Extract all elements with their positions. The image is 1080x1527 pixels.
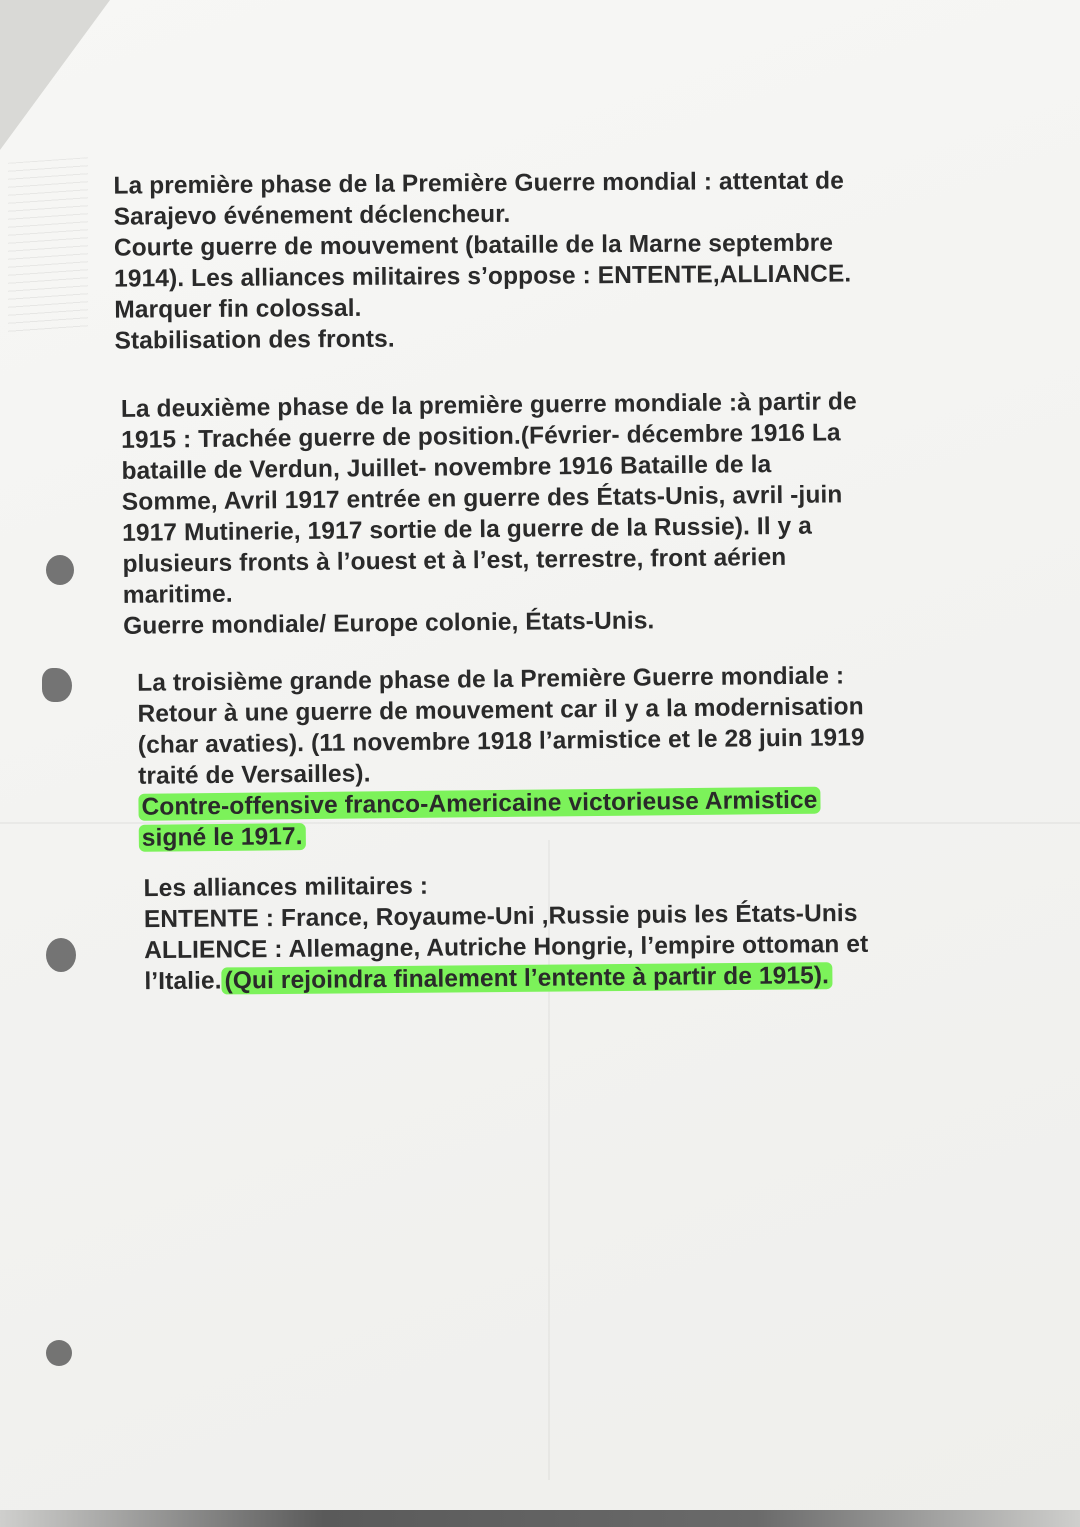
text-line: plusieurs fronts à l’ouest et à l’est, terrestre, front aérien	[122, 543, 787, 578]
text-line: La deuxième phase de la première guerre mondiale :à partir de	[120, 388, 857, 423]
section-military-alliances	[143, 867, 868, 997]
text-line: La troisième grande phase de la Première Guerre mondiale :	[137, 662, 845, 697]
photo-edge-shadow	[0, 1510, 1080, 1527]
text-line: Guerre mondiale/ Europe colonie, États-Unis.	[123, 607, 655, 640]
text-fragment: l’Italie.	[144, 967, 222, 996]
text-line: Courte guerre de mouvement (bataille de la Marne septembre	[113, 229, 834, 262]
text-line: Marquer fin colossal.	[114, 294, 362, 324]
text-line: 1917 Mutinerie, 1917 sortie de la guerre de la Russie). Il y a	[122, 512, 813, 547]
text-line: 1914). Les alliances militaires s’oppose : ENTENTE,ALLIANCE.	[114, 260, 852, 293]
text-line: maritime.	[122, 580, 233, 609]
punch-hole	[46, 1340, 72, 1366]
text-line: Sarajevo événement déclencheur.	[113, 200, 511, 231]
section-third-phase	[137, 660, 866, 854]
text-line: Retour à une guerre de mouvement car il y a la modernisation	[137, 693, 864, 728]
highlighted-text: signé le 1917.	[139, 823, 306, 852]
highlighted-text: (Qui rejoindra finalement l’entente à partir de 1915).	[221, 962, 832, 994]
punch-hole	[42, 668, 72, 702]
text-line: 1915 : Trachée guerre de position.(Février- décembre 1916 La	[121, 419, 841, 454]
text-line: bataille de Verdun, Juillet- novembre 1916 Bataille de la	[121, 451, 772, 485]
paper-corner-fold	[0, 0, 110, 150]
text-line: La première phase de la Première Guerre mondial : attentat de	[113, 167, 845, 200]
text-line: Somme, Avril 1917 entrée en guerre des États-Unis, avril -juin	[121, 481, 843, 516]
text-line	[144, 960, 868, 997]
text-line: (char avaties). (11 novembre 1918 l’armistice et le 28 juin 1919	[137, 724, 865, 759]
text-line: ALLIENCE : Allemagne, Autriche Hongrie, l’empire ottoman et	[144, 930, 869, 965]
punch-hole	[46, 555, 74, 585]
text-line: traité de Versailles).	[138, 760, 371, 790]
binder-edge-lines	[8, 157, 88, 333]
highlighted-line	[139, 815, 866, 854]
punch-hole	[46, 938, 76, 972]
text-line: Stabilisation des fronts.	[114, 325, 395, 355]
text-line: Les alliances militaires :	[143, 872, 429, 903]
section-first-phase	[113, 165, 851, 356]
section-second-phase	[121, 386, 859, 642]
text-line: ENTENTE : France, Royaume-Uni ,Russie puis les États-Unis	[143, 899, 858, 934]
highlighted-text: Contre-offensive franco-Americaine victorieuse Armistice	[138, 787, 820, 821]
